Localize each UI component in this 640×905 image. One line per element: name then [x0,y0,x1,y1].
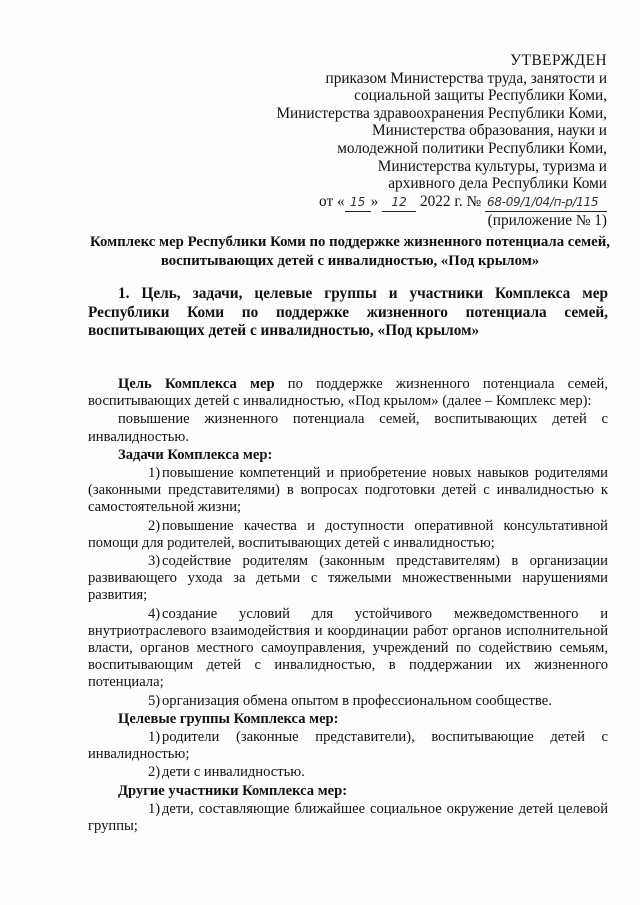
approval-block [247,52,607,230]
approval-line: приказом Министерства труда, занятости и [325,69,607,87]
item-text: организация обмена опытом в профессиональном сообществе. [162,692,552,709]
goal-paragraph [88,376,608,410]
list-item [88,465,608,517]
approval-line: социальной защиты Республики Коми, [354,87,607,105]
item-text: повышение качества и доступности оперативной консультативной помощи для родителей, воспитывающих детей с инвалидностью; [88,517,608,551]
item-number: 5) [148,692,161,709]
handwritten-order-number: 68-09/1/04/п-р/115 [485,194,607,213]
item-text: создание условий для устойчивого межведомственного и внутриотраслевого взаимодействия и координации работ органов исполнительной власти, органов местного самоуправления, учреждений по содействию семьям, воспитывающим детей с инвалидностью, в поддержании их жизненного потенциала; [88,605,608,691]
document-title: Комплекс мер Республики Коми по поддержке жизненного потенциала семей, воспитывающих детей с инвалидностью, «Под крылом» [90,234,610,269]
goal-lead: Цель Комплекса мер [118,376,275,392]
item-text: дети, составляющие ближайшее социальное окружение детей целевой группы; [88,800,608,835]
approval-line: Министерства культуры, туризма и [377,157,607,175]
item-text: дети с инвалидностью. [162,764,305,781]
item-number: 1) [148,729,161,746]
goal-item: повышение жизненного потенциала семей, воспитывающих детей с инвалидностью. [88,411,608,445]
section-heading: 1. Цель, задачи, целевые группы и участники Комплекса мер Республики Коми по поддержке жизненного потенциала семей, воспитывающих детей с инвалидностью, «Под крылом» [88,285,608,339]
list-item [88,801,608,835]
list-item [88,729,608,763]
handwritten-day: 15 [345,194,371,213]
tasks-heading: Задачи Комплекса мер: [118,446,273,463]
participants-heading: Другие участники Комплекса мер: [118,782,348,799]
approval-heading: УТВЕРЖДЕН [510,52,607,69]
appendix-label: (приложение № 1) [487,212,607,230]
item-number: 4) [148,605,161,622]
document-body [88,376,608,835]
list-item [88,764,608,781]
approval-line: Министерства здравоохранения Республики Коми, [276,104,607,122]
list-item [88,553,608,605]
item-number: 1) [148,800,161,817]
item-number: 2) [148,764,161,781]
item-number: 3) [148,553,161,570]
year-text: 2022 г. № [419,192,482,210]
item-number: 1) [148,465,161,482]
list-item [88,518,608,552]
item-text: повышение компетенций и приобретение новых навыков родителями (законными представителями) в вопросах подготовки детей с инвалидностью к самостоятельной жизни; [88,465,608,516]
list-item [88,693,608,710]
approval-line: архивного дела Республики Коми [388,175,607,193]
list-item [88,606,608,692]
approval-date-line [247,193,607,213]
date-prefix: от « [319,192,345,210]
handwritten-month: 12 [382,194,416,213]
item-number: 2) [148,517,161,534]
approval-line: молодежной политики Республики Коми, [337,139,607,157]
goal-text: по поддержке жизненного потенциала семей, воспитывающих детей с инвалидностью, «Под крылом» (далее – Комплекс мер): [88,376,608,410]
item-text: родители (законные представители), воспитывающие детей с инвалидностью; [88,729,608,763]
date-mid: » [370,192,379,210]
target-groups-heading: Целевые группы Комплекса мер: [118,710,339,727]
approval-line: Министерства образования, науки и [372,122,607,140]
item-text: содействие родителям (законным представителям) в организации развивающего ухода за детьми с тяжелыми множественными нарушениями развития; [88,553,608,604]
